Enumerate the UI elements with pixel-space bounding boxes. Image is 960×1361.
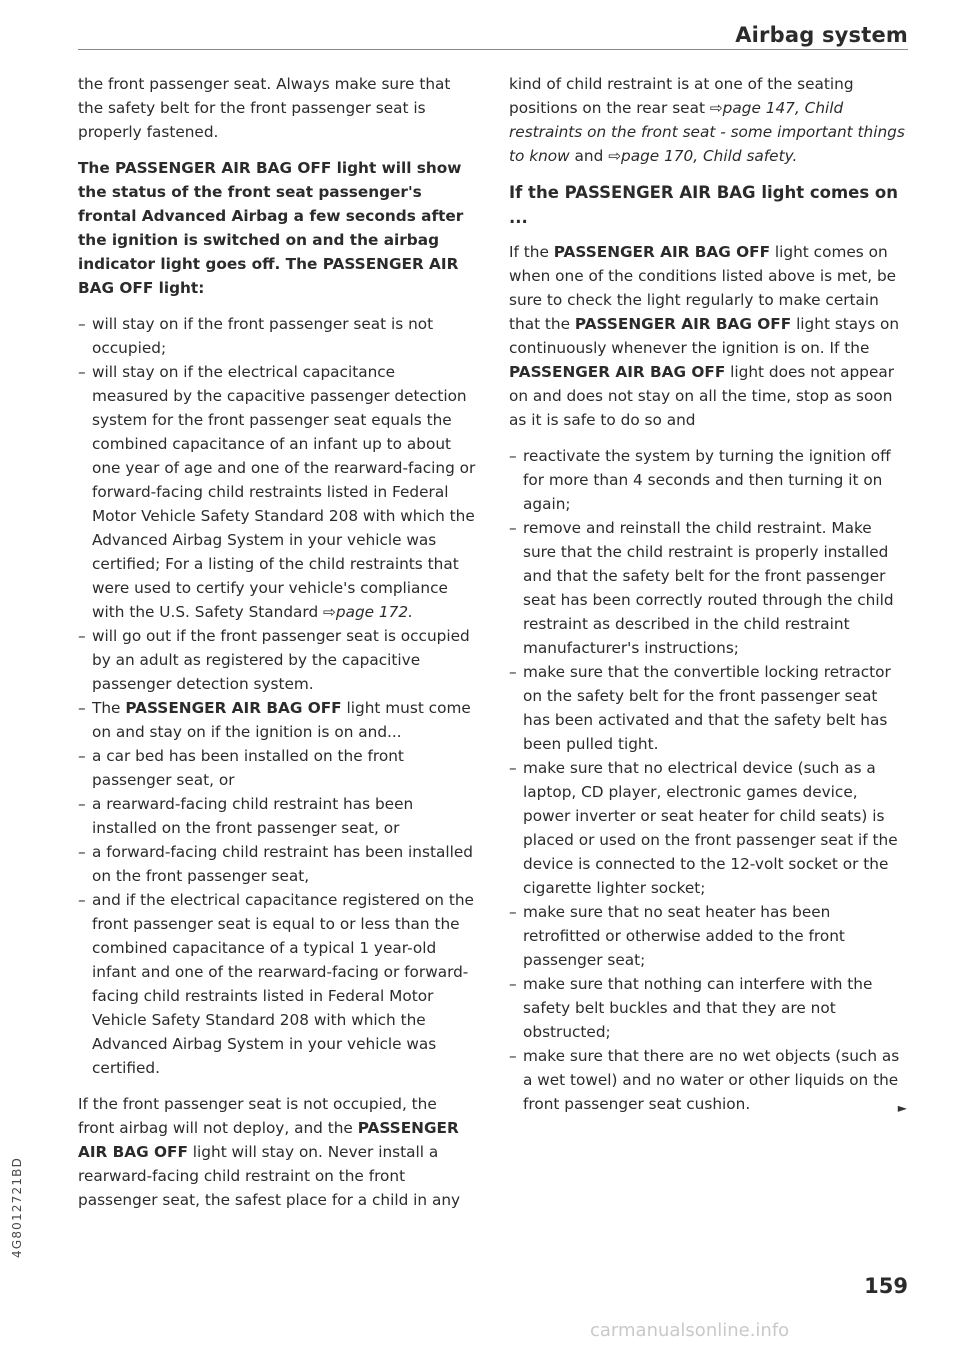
list-item: – reactivate the system by turning the ignition off for more than 4 seconds and then turning it on again; (509, 444, 907, 516)
header-rule (78, 49, 908, 50)
list-item: – make sure that the convertible locking retractor on the safety belt for the front passenger seat has been activated and that the safety belt has been pulled tight. (509, 660, 907, 756)
troubleshooting-list (509, 444, 907, 1116)
indicator-name: PASSENGER AIR BAG OFF (574, 315, 792, 333)
page-reference: ⇨page 172. (323, 603, 413, 621)
closing-text: If the front passenger seat is not occupied, the front airbag will not deploy, and the (78, 1095, 437, 1137)
page-header-title: Airbag system (735, 23, 908, 47)
document-code: 4G8012721BD (10, 1156, 24, 1258)
list-item: – make sure that nothing can interfere with the safety belt buckles and that they are not obstructed; (509, 972, 907, 1044)
section-heading: If the PASSENGER AIR BAG light comes on ... (509, 183, 898, 227)
list-item: – make sure that no electrical device (such as a laptop, CD player, electronic games device, power inverter or seat heater for child seats) is placed or used on the front passenger seat if the device is connected to the 12-volt socket or the cigarette lighter socket; (509, 756, 907, 900)
paragraph-text: light comes on when one of the conditions listed above is met, be sure to check the light regularly to make certain that the (509, 243, 897, 333)
intro-text: and (574, 147, 604, 165)
indicator-name: PASSENGER AIR BAG OFF (125, 699, 342, 717)
indicator-name: PASSENGER AIR BAG OFF (78, 1119, 459, 1161)
list-item-text: light must come on and stay on if the ignition is on and... (92, 699, 471, 741)
list-item: – a car bed has been installed on the front passenger seat, or (78, 744, 476, 792)
list-item: – and if the electrical capacitance registered on the front passenger seat is equal to or less than the combined capacitance of a typical 1 year-old infant and one of the rearward-facing or forward-facing child restraints listed in Federal Motor Vehicle Safety Standard 208 with which the Advanced Airbag System in your vehicle was certified. (78, 888, 476, 1080)
status-bold-paragraph: The PASSENGER AIR BAG OFF light will show the status of the front seat passenger's frontal Advanced Airbag a few seconds after the ignition is switched on and the airbag indicator light goes off. The PASSENGER AIR BAG OFF light: (78, 159, 464, 297)
paragraph-text: If the (509, 243, 549, 261)
list-item: – make sure that no seat heater has been retrofitted or otherwise added to the front passenger seat; (509, 900, 907, 972)
right-paragraph (509, 240, 907, 432)
indicator-name: PASSENGER AIR BAG OFF (509, 363, 726, 381)
page-number: 159 (864, 1274, 908, 1298)
list-item: – will stay on if the front passenger seat is not occupied; (78, 312, 476, 360)
list-item: – remove and reinstall the child restraint. Make sure that the child restraint is properly installed and that the safety belt for the front passenger seat has been correctly routed through the child restraint as described in the child restraint manufacturer's instructions; (509, 516, 907, 660)
closing-text: light will stay on. Never install a rearward-facing child restraint on the front passenger seat, the safest place for a child in any (78, 1143, 461, 1209)
list-item: – a forward-facing child restraint has been installed on the front passenger seat, (78, 840, 476, 888)
paragraph-text: light stays on continuously whenever the ignition is on. If the (509, 315, 900, 357)
list-item (509, 1044, 907, 1116)
right-column (509, 72, 907, 1128)
list-item (78, 696, 476, 744)
light-status-list (78, 312, 476, 1080)
paragraph-text: light does not appear on and does not stay on all the time, stop as soon as it is safe to do so and (509, 363, 895, 429)
page-reference[interactable]: ⇨page 170, Child safety. (608, 147, 798, 165)
list-item-lead: The (92, 699, 121, 717)
page-reference[interactable]: ⇨page 147, Child restraints on the front seat - some important things to know (509, 99, 905, 165)
indicator-name: PASSENGER AIR BAG OFF (553, 243, 771, 261)
list-item: – will go out if the front passenger seat is occupied by an adult as registered by the capacitive passenger detection system. (78, 624, 476, 696)
right-intro-paragraph (509, 72, 907, 168)
list-item-text: make sure that there are no wet objects (such as a wet towel) and no water or other liquids on the front passenger seat cushion. (523, 1047, 900, 1113)
list-item (78, 360, 476, 624)
list-item: – a rearward-facing child restraint has been installed on the front passenger seat, or (78, 792, 476, 840)
left-column (78, 72, 476, 1224)
left-closing-paragraph (78, 1092, 476, 1212)
intro-text: kind of child restraint is at one of the seating positions on the rear seat (509, 75, 854, 117)
list-item-text: will stay on if the electrical capacitance measured by the capacitive passenger detection system for the front passenger seat equals the combined capacitance of an infant up to about one year of age and one of the rearward-facing or forward-facing child restraints listed in Federal Motor Vehicle Safety Standard 208 with which the Advanced Airbag System in your vehicle was certified; For a listing of the child restraints that were used to certify your vehicle's compliance with the U.S. Safety Standard (92, 363, 476, 621)
left-intro-paragraph: the front passenger seat. Always make sure that the safety belt for the front passenger seat is properly fastened. (78, 75, 451, 141)
continue-arrow-icon: ► (897, 1101, 907, 1115)
watermark: carmanualsonline.info (590, 1320, 790, 1341)
